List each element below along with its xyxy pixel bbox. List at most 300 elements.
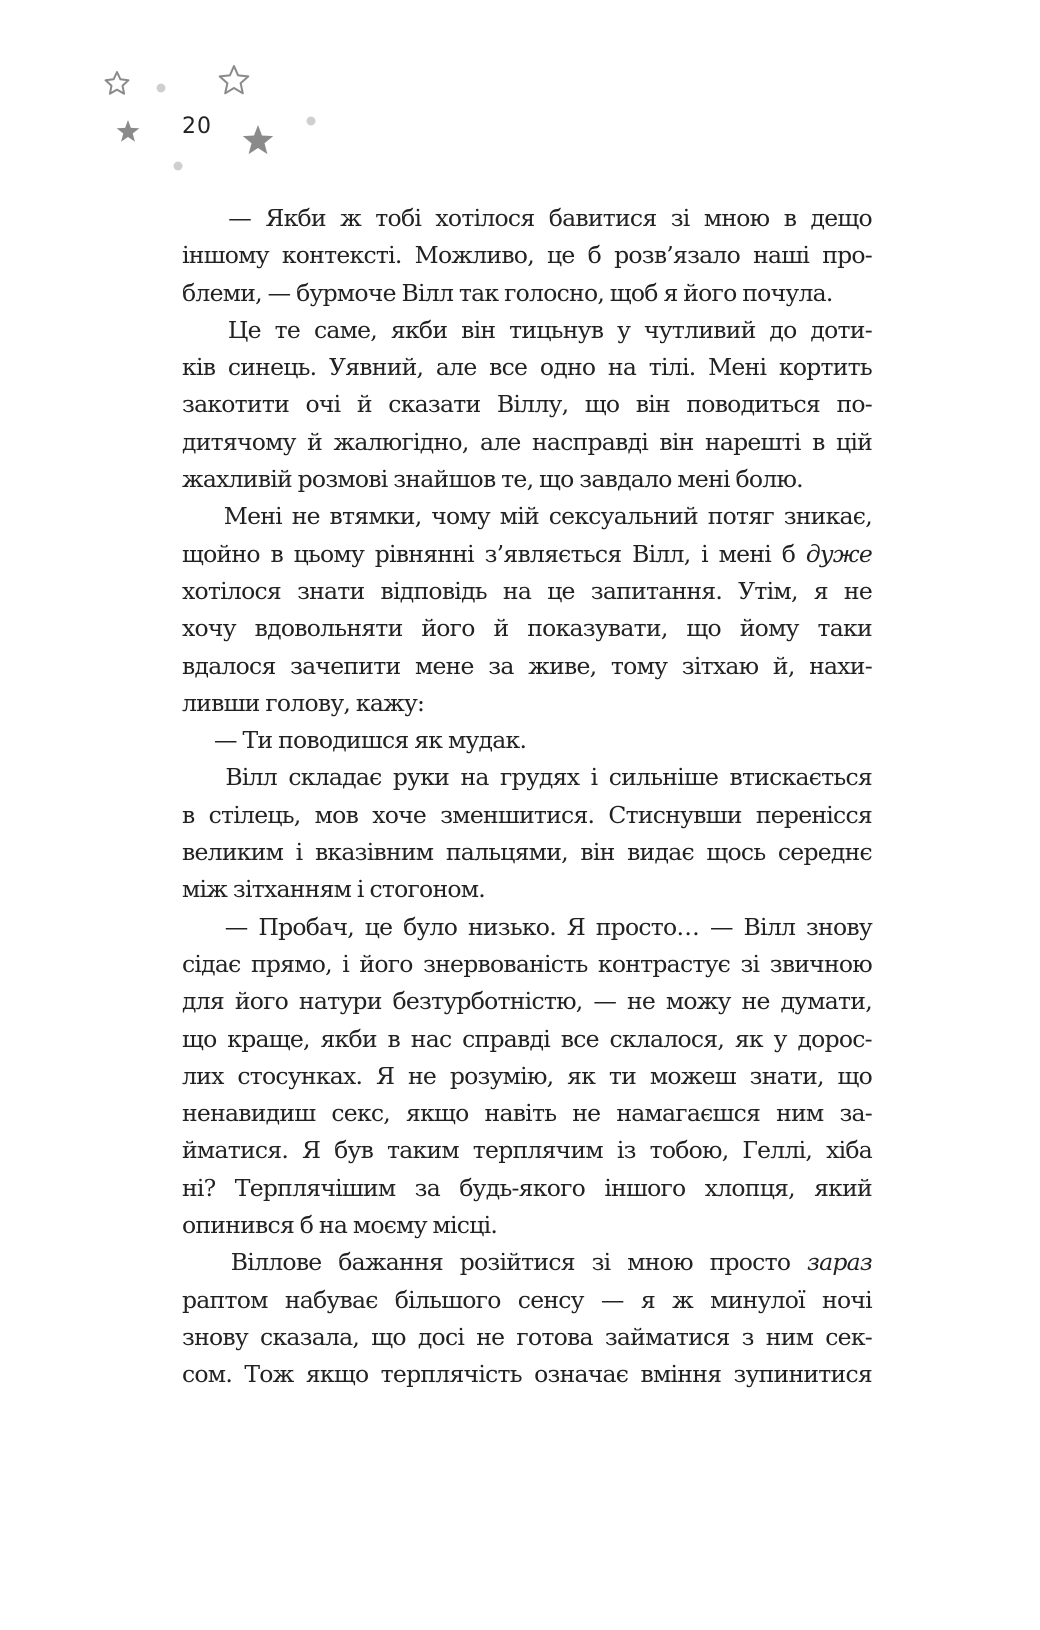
text-line xyxy=(182,1244,872,1281)
text-line xyxy=(182,1021,872,1058)
word: його xyxy=(359,949,413,978)
word: просто… xyxy=(595,912,700,941)
word: зменшитися. xyxy=(440,800,595,829)
word: лих xyxy=(182,1061,224,1090)
word: ків xyxy=(182,353,216,382)
word: поводиться xyxy=(686,390,820,419)
word: іншому xyxy=(182,241,269,270)
word: поводишся xyxy=(278,726,409,755)
text-line xyxy=(182,797,872,834)
word: дещо xyxy=(810,204,872,232)
word: розмові xyxy=(297,465,388,494)
word: знервованість xyxy=(423,949,588,978)
word: сказала, xyxy=(260,1322,360,1351)
word: хотілося xyxy=(182,576,281,605)
text-line xyxy=(182,1207,872,1244)
word: Вілл, xyxy=(632,539,691,568)
word: в xyxy=(783,204,797,232)
word: насправді xyxy=(531,427,648,456)
word: що xyxy=(584,390,620,419)
word: тілі. xyxy=(648,353,696,382)
word: розійтися xyxy=(459,1248,575,1277)
word: наші xyxy=(753,241,810,270)
word: йматися. xyxy=(182,1136,289,1165)
body-text xyxy=(182,200,872,1394)
word: синець. xyxy=(227,353,317,382)
word: Геллі, xyxy=(742,1136,813,1165)
word: в xyxy=(387,1024,401,1053)
word: живе, xyxy=(528,651,597,680)
word: для xyxy=(182,987,224,1016)
word: не xyxy=(291,502,320,531)
word: таки xyxy=(817,614,872,643)
word: Мені xyxy=(223,502,282,531)
word: Я xyxy=(566,912,585,941)
word: сильніше xyxy=(608,763,719,792)
word: зараз xyxy=(807,1248,872,1277)
word: хочу xyxy=(182,614,236,643)
word: набуває xyxy=(284,1285,378,1314)
word: досі xyxy=(417,1322,465,1351)
word: середнє xyxy=(777,838,872,867)
word: тому xyxy=(610,651,668,680)
word: голосно, xyxy=(504,278,605,307)
word: пальцями, xyxy=(445,838,568,867)
text-line xyxy=(182,349,872,386)
word: зі xyxy=(670,204,690,232)
word: щойно xyxy=(182,539,260,568)
word: і xyxy=(295,838,303,867)
word: зітханням xyxy=(232,875,352,904)
text-line xyxy=(182,1132,872,1169)
word: Я xyxy=(301,1136,321,1165)
word: можу xyxy=(665,987,731,1016)
word: зупинитися xyxy=(733,1360,872,1389)
word: справді xyxy=(462,1024,550,1053)
word: і xyxy=(590,763,598,792)
word: знати, xyxy=(749,1061,824,1090)
word: його xyxy=(234,987,289,1016)
word: вдалося xyxy=(182,651,276,680)
text-line xyxy=(182,1356,872,1393)
word: терплячість xyxy=(380,1360,522,1389)
word: стосунках. xyxy=(237,1061,363,1090)
word: стілець, xyxy=(208,800,301,829)
word: великим xyxy=(182,838,284,867)
word: просто xyxy=(709,1248,791,1277)
word: як xyxy=(567,1061,596,1090)
text-line xyxy=(182,275,872,312)
word: йому xyxy=(739,614,799,643)
text-line xyxy=(182,983,872,1020)
word: дуже xyxy=(805,539,872,568)
word: ти xyxy=(608,1061,637,1090)
word: як xyxy=(734,1024,763,1053)
word: краще, xyxy=(227,1024,310,1053)
word: не xyxy=(843,576,872,605)
word: який xyxy=(814,1173,872,1202)
word: можеш xyxy=(649,1061,736,1090)
word: це xyxy=(547,576,575,605)
word: складає xyxy=(288,763,382,792)
word: б xyxy=(781,539,796,568)
word: нарешті xyxy=(704,427,801,456)
word: означає xyxy=(534,1360,629,1389)
word: — xyxy=(600,1285,624,1314)
word: цьому xyxy=(293,539,365,568)
word: що xyxy=(837,1061,872,1090)
word: до xyxy=(769,315,797,344)
word: він xyxy=(461,315,496,344)
word: — xyxy=(267,278,291,307)
word: грудях xyxy=(499,763,580,792)
star-filled-icon xyxy=(117,120,140,142)
word: Вілл xyxy=(225,763,277,792)
word: не xyxy=(476,1322,505,1351)
word: було xyxy=(403,912,458,941)
word: зітхаю xyxy=(681,651,759,680)
text-line xyxy=(182,573,872,610)
word: у xyxy=(773,1024,787,1053)
word: мій xyxy=(499,502,539,531)
word: за xyxy=(488,651,514,680)
text-line xyxy=(182,237,872,274)
word: втямки, xyxy=(329,502,422,531)
word: Це xyxy=(227,315,261,344)
word: іншого xyxy=(604,1173,686,1202)
word: терплячим xyxy=(472,1136,603,1165)
word: таким xyxy=(387,1136,459,1165)
word: Стиснувши xyxy=(608,800,742,829)
word: те xyxy=(274,315,301,344)
word: розв’язало xyxy=(614,241,741,270)
word: за xyxy=(414,1173,440,1202)
dot-icon xyxy=(307,117,316,126)
text-line xyxy=(182,946,872,983)
word: почула. xyxy=(742,278,833,307)
word: більшого xyxy=(394,1285,501,1314)
word: зі xyxy=(591,1248,611,1277)
word: моєму xyxy=(352,1211,427,1240)
word: мене xyxy=(414,651,474,680)
word: зникає, xyxy=(783,502,872,531)
word: бурмоче xyxy=(296,278,396,307)
word: сек- xyxy=(825,1322,872,1351)
word: по- xyxy=(836,390,872,419)
word: натури xyxy=(298,987,382,1016)
star-outline-icon xyxy=(220,66,249,93)
word: й xyxy=(493,614,509,643)
word: й, xyxy=(772,651,795,680)
word: з xyxy=(741,1322,754,1351)
word: показувати, xyxy=(527,614,668,643)
word: Віллу, xyxy=(496,390,569,419)
word: — xyxy=(228,204,252,232)
word: вказівним xyxy=(314,838,434,867)
word: цій xyxy=(835,427,872,456)
word: Терплячішим xyxy=(234,1173,396,1202)
word: будь-якого xyxy=(459,1173,586,1202)
word: хлопця, xyxy=(704,1173,795,1202)
word: сідає xyxy=(182,949,241,978)
text-line xyxy=(182,461,872,498)
word: доти- xyxy=(810,315,872,344)
word: розумію, xyxy=(449,1061,554,1090)
word: якби xyxy=(390,315,448,344)
word: його xyxy=(421,614,475,643)
word: якби xyxy=(320,1024,377,1053)
word: він xyxy=(659,427,694,456)
text-line xyxy=(182,871,872,908)
word: щоб xyxy=(609,278,658,307)
word: опинився xyxy=(182,1211,295,1240)
word: жалюгідно, xyxy=(333,427,469,456)
word: за- xyxy=(839,1099,872,1128)
word: і xyxy=(701,539,708,568)
word: його xyxy=(683,278,737,307)
word: не xyxy=(407,1061,437,1090)
word: запитання. xyxy=(590,576,723,605)
word: на xyxy=(318,1211,348,1240)
word: ночі xyxy=(822,1285,872,1314)
word: якщо xyxy=(305,1360,369,1389)
word: знати xyxy=(297,576,365,605)
star-outline-icon xyxy=(106,72,129,94)
word: я xyxy=(663,278,678,307)
word: очі xyxy=(305,390,341,419)
text-line xyxy=(182,1095,872,1132)
word: готова xyxy=(516,1322,593,1351)
word: ним xyxy=(776,1099,824,1128)
word: щось xyxy=(706,838,766,867)
word: я xyxy=(640,1285,655,1314)
word: потяг xyxy=(707,502,774,531)
word: перенісся xyxy=(755,800,872,829)
word: мудак. xyxy=(447,726,527,755)
word: сексуальний xyxy=(548,502,698,531)
word: хотілося xyxy=(435,204,535,232)
word: бажання xyxy=(338,1248,443,1277)
text-line xyxy=(182,722,872,759)
word: б xyxy=(587,241,601,270)
word: Пробач, xyxy=(258,912,354,941)
text-line xyxy=(182,536,872,573)
word: займатися xyxy=(604,1322,730,1351)
word: не xyxy=(626,987,656,1016)
word: ненавидиш xyxy=(182,1099,316,1128)
word: — xyxy=(224,912,248,941)
word: відповідь xyxy=(380,576,487,605)
word: те, xyxy=(501,465,534,494)
word: я xyxy=(813,576,828,605)
word: але xyxy=(479,427,521,456)
word: і xyxy=(356,875,364,904)
word: безтурботністю, xyxy=(392,987,583,1016)
word: звичною xyxy=(769,949,872,978)
word: знову xyxy=(182,1322,248,1351)
word: мною xyxy=(703,204,770,232)
word: знайшов xyxy=(393,465,496,494)
word: ж xyxy=(340,204,361,232)
word: втискається xyxy=(729,763,872,792)
word: мені xyxy=(677,465,730,494)
word: в xyxy=(182,800,195,829)
word: у xyxy=(617,315,631,344)
word: раптом xyxy=(182,1285,268,1314)
word: секс, xyxy=(331,1099,391,1128)
star-filled-icon xyxy=(243,125,273,154)
word: контексті. xyxy=(281,241,402,270)
word: бавитися xyxy=(548,204,657,232)
text-line xyxy=(182,386,872,423)
word: — xyxy=(709,912,733,941)
word: Тож xyxy=(244,1360,294,1389)
word: чому xyxy=(431,502,490,531)
page-number: 20 xyxy=(182,114,212,139)
text-line xyxy=(182,1170,872,1207)
text-line xyxy=(182,312,872,349)
word: сом. xyxy=(182,1360,233,1389)
word: не xyxy=(572,1099,601,1128)
word: й xyxy=(356,390,372,419)
word: зачепити xyxy=(290,651,401,680)
word: думати, xyxy=(780,987,872,1016)
word: тицьнув xyxy=(509,315,604,344)
word: не xyxy=(741,987,770,1016)
text-line xyxy=(182,759,872,796)
word: вміння xyxy=(640,1360,722,1389)
word: вдовольняти xyxy=(254,614,403,643)
word: кортить xyxy=(778,353,872,382)
word: зі xyxy=(740,949,760,978)
word: ж xyxy=(672,1285,693,1314)
word: нахи- xyxy=(809,651,872,680)
word: як xyxy=(414,726,443,755)
word: стогоном. xyxy=(369,875,486,904)
word: контрастує xyxy=(597,949,731,978)
text-line xyxy=(182,200,872,237)
word: нас xyxy=(410,1024,452,1053)
word: що xyxy=(371,1322,406,1351)
word: мені xyxy=(718,539,772,568)
word: це xyxy=(547,241,575,270)
word: був xyxy=(334,1136,374,1165)
word: хоче xyxy=(372,800,427,829)
text-line xyxy=(182,909,872,946)
word: Ти xyxy=(242,726,273,755)
word: закотити xyxy=(182,390,289,419)
word: сенсу xyxy=(517,1285,584,1314)
stars-decoration xyxy=(0,0,340,180)
word: намагаєшся xyxy=(616,1099,761,1128)
word: руки xyxy=(392,763,450,792)
word: так xyxy=(458,278,499,307)
word: Вілл xyxy=(743,912,796,941)
word: голову, xyxy=(265,688,351,717)
word: Мені xyxy=(708,353,767,382)
text-line xyxy=(182,834,872,871)
word: тобі xyxy=(375,204,422,232)
word: склалося, xyxy=(609,1024,725,1053)
word: знову xyxy=(805,912,872,941)
word: — xyxy=(214,726,237,755)
word: із xyxy=(616,1136,636,1165)
word: хіба xyxy=(826,1136,872,1165)
dot-icon xyxy=(157,84,166,93)
word: Я xyxy=(376,1061,395,1090)
text-line xyxy=(182,610,872,647)
word: в xyxy=(812,427,825,456)
text-line xyxy=(182,648,872,685)
word: рівнянні xyxy=(374,539,474,568)
word: в xyxy=(270,539,283,568)
word: саме, xyxy=(313,315,378,344)
word: на xyxy=(607,353,637,382)
text-line xyxy=(182,498,872,535)
text-line xyxy=(182,685,872,722)
word: й xyxy=(307,427,323,456)
word: що xyxy=(182,1024,217,1053)
text-line xyxy=(182,1282,872,1319)
dot-icon xyxy=(174,162,183,171)
text-line xyxy=(182,1058,872,1095)
word: Віллове xyxy=(230,1248,322,1277)
word: з’являється xyxy=(484,539,622,568)
word: завдало xyxy=(579,465,672,494)
word: він xyxy=(635,390,670,419)
word: одно xyxy=(539,353,596,382)
word: мною xyxy=(627,1248,693,1277)
word: низько. xyxy=(467,912,556,941)
word: місці. xyxy=(432,1211,498,1240)
word: дитячому xyxy=(182,427,296,456)
word: але xyxy=(435,353,477,382)
word: сказати xyxy=(388,390,481,419)
word: все xyxy=(489,353,528,382)
word: Якби xyxy=(265,204,326,232)
word: блеми, xyxy=(182,278,262,307)
word: болю. xyxy=(735,465,803,494)
word: минулої xyxy=(710,1285,805,1314)
word: мов xyxy=(314,800,359,829)
word: між xyxy=(182,875,228,904)
word: ним xyxy=(765,1322,814,1351)
word: — xyxy=(593,987,617,1016)
word: все xyxy=(560,1024,599,1053)
word: прямо, xyxy=(250,949,332,978)
word: ні? xyxy=(182,1173,216,1202)
word: кажу: xyxy=(355,688,425,717)
word: якщо xyxy=(406,1099,469,1128)
word: він xyxy=(580,838,615,867)
word: Утім, xyxy=(738,576,798,605)
word: жахливій xyxy=(182,465,292,494)
word: на xyxy=(502,576,532,605)
word: чутливий xyxy=(644,315,756,344)
word: навіть xyxy=(484,1099,557,1128)
word: Уявний, xyxy=(329,353,424,382)
text-line xyxy=(182,424,872,461)
word: Вілл xyxy=(401,278,454,307)
word: ливши xyxy=(182,688,260,717)
word: що xyxy=(539,465,574,494)
word: Можливо, xyxy=(414,241,534,270)
word: видає xyxy=(627,838,694,867)
word: тобою, xyxy=(649,1136,729,1165)
word: на xyxy=(460,763,489,792)
word: це xyxy=(364,912,393,941)
word: дорос- xyxy=(797,1024,872,1053)
